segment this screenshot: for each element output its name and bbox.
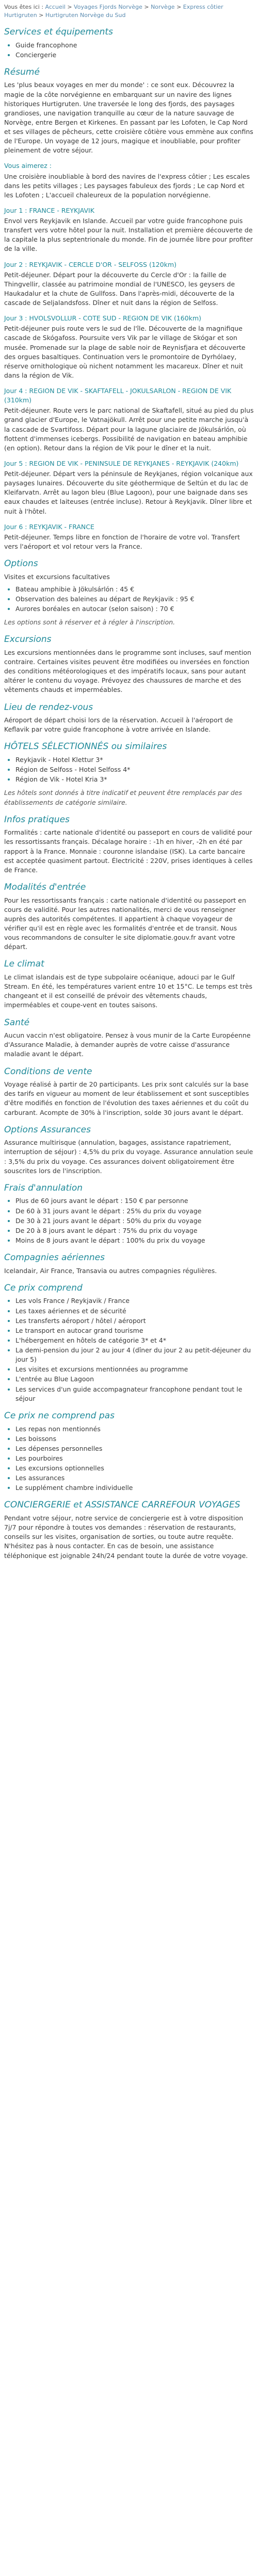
breadcrumb-item[interactable]: Express côtier Hurtigruten (4, 4, 223, 19)
section-title: Services et équipements (4, 26, 113, 37)
list-item: • Plus de 60 jours avant le départ : 150 € par personne (15, 1196, 254, 1206)
excursions-section (4, 633, 254, 694)
hotels-note: Les hôtels sont donnés à titre indicatif et peuvent être remplacés par des établissements de catégorie similaire. (4, 789, 242, 806)
list-item: • Le transport en autocar grand tourisme (15, 1326, 254, 1335)
section-title: Infos pratiques (4, 814, 70, 825)
day-text: Petit-déjeuner puis route vers le sud de l'île. Découverte de la magnifique cascade de Skógafoss. Poursuite vers Vik par le village de Skógar et son musée. Promenade sur la plage de sable noir de Reynisfjara et découverte des orgues basaltiques. Continuation vers le promontoire de Dyrhólaey, réserve ornithologique où nichent notamment les macareux. Dîner et nuit dans la région de Vik. (4, 325, 246, 379)
assurances-section (4, 1124, 254, 1176)
rdv-text: Aéroport de départ choisi lors de la réservation. Accueil à l'aéroport de Keflavik par votre guide francophone à votre arrivée en Islande. (4, 716, 233, 734)
conditions-text: Voyage réalisé à partir de 20 participants. Les prix sont calculés sur la base des tarifs en vigueur au moment de leur établissement et sont susceptibles d'être modifiés en fonction de l'évolution des taxes aériennes et du coût du carburant. Acompte de 30% à l'inscription, solde 30 jours avant le départ. (4, 1080, 249, 1116)
list-item: • Les services d'un guide accompagnateur francophone pendant tout le séjour (15, 1385, 254, 1403)
day-block (4, 386, 254, 453)
itinerary-section (4, 206, 254, 551)
annulation-list (4, 1196, 254, 1245)
list-item: • Les repas non mentionnés (15, 1425, 254, 1434)
section-title: Résumé (4, 66, 40, 77)
day-text: Petit-déjeuner. Route vers le parc national de Skaftafell, situé au pied du plus grand glacier d'Europe, le Vatnajökull. Arrêt pour une petite marche jusqu'à la cascade de Svartifoss. Départ pour la lagune glaciaire de Jökulsárlón, où flottent d'immenses icebergs. Possibilité de navigation en bateau amphibie (en option). Retour dans la région de Vik pour le dîner et la nuit. (4, 406, 254, 452)
prix-ne-comprend-list (4, 1425, 254, 1493)
day-title: Jour 5 : REGION DE VIK - PENINSULE DE REYKJANES - REYKJAVIK (240km) (4, 459, 239, 467)
breadcrumb: Vous êtes ici : Accueil > Voyages Fjords Norvège > Norvège > Express côtier Hurtigruten > Hurtigruten Norvège du Sud (4, 4, 223, 19)
prix-comprend-list (4, 1296, 254, 1403)
breadcrumb-prefix: Vous êtes ici : (4, 4, 45, 10)
inclus-list (4, 41, 254, 60)
hebergement-section (4, 740, 254, 807)
breadcrumb-item[interactable]: Accueil (45, 4, 66, 10)
conciergerie-section (4, 1499, 254, 1560)
list-item: • Guide francophone (15, 41, 254, 50)
day-title: Jour 2 : REYKJAVIK - CERCLE D'OR - SELFOSS (120km) (4, 260, 176, 268)
breadcrumb-item[interactable]: Norvège (151, 4, 175, 10)
climat-section (4, 958, 254, 1010)
day-block (4, 314, 254, 380)
list-item: • Le supplément chambre individuelle (15, 1483, 254, 1493)
infos-section (4, 814, 254, 875)
day-text: Petit-déjeuner. Départ vers la péninsule de Reykjanes, région volcanique aux paysages lunaires. Découverte du site géothermique de Seltún et du lac de Kleifarvatn. Arrêt au lagon bleu (Blue Lagoon), pour une baignade dans ses eaux chaudes et laiteuses (entrée incluse). Retour à Reykjavik. Dîner libre et nuit à l'hôtel. (4, 470, 253, 515)
section-title: Excursions (4, 634, 52, 645)
assurances-text: Assurance multirisque (annulation, bagages, assistance rapatriement, interruption de séjour) : 4,5% du prix du voyage. Assurance annulation seule : 3,5% du prix du voyage. Ces assurances doivent obligatoirement être souscrites lors de l'inscription. (4, 1139, 253, 1175)
list-item: • Les boissons (15, 1434, 254, 1444)
section-title: Options Assurances (4, 1124, 91, 1135)
resume-section (4, 66, 254, 156)
section-title: Santé (4, 1017, 30, 1028)
list-item: • Aurores boréales en autocar (selon saison) : 70 € (15, 604, 254, 614)
day-title: Jour 3 : HVOLSVOLLUR - COTE SUD - REGION DE VIK (160km) (4, 314, 202, 323)
options-note: Les options sont à réserver et à régler à l'inscription. (4, 618, 175, 626)
day-text: Envol vers Reykjavik en Islande. Accueil par votre guide francophone puis transfert vers votre hôtel pour la nuit. Installation et première découverte de la capitale la plus septentrionale du monde. Fin de journée libre pour profiter de la ville. (4, 217, 253, 253)
section-title: CONCIERGERIE et ASSISTANCE CARREFOUR VOYAGES (4, 1500, 240, 1511)
annulation-section (4, 1182, 254, 1245)
list-item: • L'hébergement en hôtels de catégorie 3* et 4* (15, 1336, 254, 1345)
list-item: • Région de Vik - Hotel Kria 3* (15, 775, 254, 784)
conditions-section (4, 1065, 254, 1117)
hotels-list (4, 755, 254, 784)
options-subtitle: Visites et excursions facultatives (4, 572, 110, 581)
day-title: Jour 4 : REGION DE VIK - SKAFTAFELL - JOKULSARLON - REGION DE VIK (310km) (4, 387, 232, 404)
list-item: • Les dépenses personnelles (15, 1444, 254, 1453)
list-item: • Les pourboires (15, 1454, 254, 1463)
list-item: • Moins de 8 jours avant le départ : 100% du prix du voyage (15, 1236, 254, 1245)
list-item: • Les assurances (15, 1473, 254, 1483)
list-item: • De 60 à 31 jours avant le départ : 25% du prix du voyage (15, 1207, 254, 1216)
prix-comprend-section (4, 1282, 254, 1403)
list-item: • L'entrée au Blue Lagoon (15, 1375, 254, 1384)
section-title: Ce prix comprend (4, 1282, 83, 1293)
resume-text: Les 'plus beaux voyages en mer du monde' : ce sont eux. Découvrez la magie de la côte norvégienne en embarquant sur un navire des lignes historiques Hurtigruten. Une traversée le long des fjords, des paysages grandioses, une navigation tranquille au cœur de la nature sauvage de Norvège, entre Bergen et Kirkenes. En passant par les Lofoten, le Cap Nord et ses villages de pêcheurs, cette croisière côtière vous emmène aux confins de l'Europe. Un voyage de 12 jours, magique et inoubliable, pour profiter pleinement de votre séjour. (4, 81, 253, 155)
list-item: • Les excursions optionnelles (15, 1464, 254, 1473)
day-block (4, 522, 254, 551)
section-title: Frais d'annulation (4, 1182, 83, 1193)
section-title: Conditions de vente (4, 1066, 92, 1077)
compagnies-text: Icelandair, Air France, Transavia ou autres compagnies régulières. (4, 1266, 217, 1275)
vous-aimerez-text: Une croisière inoubliable à bord des navires de l'express côtier ; Les escales dans les petits villages ; Les paysages fabuleux des fjords ; Le cap Nord et les Lofoten ; L'accueil chaleureux de la population norvégienne. (4, 172, 250, 199)
climat-text: Le climat islandais est de type subpolaire océanique, adouci par le Gulf Stream. En été, les températures varient entre 10 et 15°C. Le temps est très changeant et il est conseillé de prévoir des vêtements chauds, imperméables et coupe-vent en toutes saisons. (4, 973, 253, 1009)
list-item: • Les visites et excursions mentionnées au programme (15, 1365, 254, 1374)
day-block (4, 459, 254, 516)
list-item: • Région de Selfoss - Hotel Selfoss 4* (15, 765, 254, 774)
section-title: Lieu de rendez-vous (4, 702, 93, 713)
section-title: Options (4, 558, 38, 569)
breadcrumb-item[interactable]: Hurtigruten Norvège du Sud (45, 11, 126, 19)
formalites-text: Pour les ressortissants français : carte nationale d'identité ou passeport en cours de validité. Pour les autres nationalités, merci de vous renseigner auprès des autorités compétentes. Il appartient à chaque voyageur de vérifier qu'il est en règle avec les formalités d'entrée et de transit. Nous vous recommandons de consulter le site diplomatie.gouv.fr avant votre départ. (4, 896, 246, 951)
breadcrumb-item[interactable]: Voyages Fjords Norvège (74, 4, 142, 10)
rdv-section (4, 701, 254, 735)
excursions-text: Les excursions mentionnées dans le programme sont incluses, sauf mention contraire. Certaines visites peuvent être modifiées ou inversées en fonction des conditions météorologiques et des impératifs locaux, sans pour autant altérer le contenu du voyage. Prévoyez des chaussures de marche et des vêtements chauds et imperméables. (4, 648, 251, 694)
list-item: • Les vols France / Reykjavik / France (15, 1296, 254, 1306)
list-item: • Observation des baleines au départ de Reykjavik : 95 € (15, 595, 254, 604)
prix-ne-comprend-section (4, 1410, 254, 1493)
sante-section (4, 1016, 254, 1059)
list-item: • De 30 à 21 jours avant le départ : 50% du prix du voyage (15, 1216, 254, 1226)
day-text: Petit-déjeuner. Temps libre en fonction de l'horaire de votre vol. Transfert vers l'aéroport et vol retour vers la France. (4, 533, 240, 550)
day-block (4, 260, 254, 308)
options-section (4, 557, 254, 627)
list-item: • Conciergerie (15, 50, 254, 60)
section-title: Ce prix ne comprend pas (4, 1410, 115, 1421)
conciergerie-text: Pendant votre séjour, notre service de conciergerie est à votre disposition 7j/7 pour répondre à toutes vos demandes : réservation de restaurants, conseils sur les visites, organisation de sorties, ou toute autre requête. N'hésitez pas à nous contacter. En cas de besoin, une assistance téléphonique est joignable 24h/24 pendant toute la durée de votre voyage. (4, 1514, 248, 1560)
day-text: Petit-déjeuner. Départ pour la découverte du Cercle d'Or : la faille de Thingvellir, classée au patrimoine mondial de l'UNESCO, les geysers de Haukadalur et la chute de Gullfoss. Dans l'après-midi, découverte de la cascade de Seljalandsfoss. Dîner et nuit dans la région de Selfoss. (4, 270, 235, 307)
day-title: Jour 1 : FRANCE - REYKJAVIK (4, 206, 94, 214)
list-item: • De 20 à 8 jours avant le départ : 75% du prix du voyage (15, 1226, 254, 1235)
list-item: • Reykjavik - Hotel Klettur 3* (15, 755, 254, 765)
list-item: • Bateau amphibie à Jökulsárlón : 45 € (15, 585, 254, 594)
list-item: • Les taxes aériennes et de sécurité (15, 1307, 254, 1316)
day-title: Jour 6 : REYKJAVIK - FRANCE (4, 522, 94, 531)
infos-text: Formalités : carte nationale d'identité ou passeport en cours de validité pour les ressortissants français. Décalage horaire : -1h en hiver, -2h en été par rapport à la France. Monnaie : couronne islandaise (ISK). La carte bancaire est acceptée quasiment partout. Électricité : 220V, prises identiques à celles de France. (4, 828, 253, 874)
section-title: HÔTELS SÉLECTIONNÉS ou similaires (4, 741, 167, 752)
section-title: Modalités d'entrée (4, 882, 86, 892)
day-block (4, 206, 254, 254)
section-title: Le climat (4, 959, 44, 970)
options-list (4, 585, 254, 614)
list-item: • La demi-pension du jour 2 au jour 4 (dîner du jour 2 au petit-déjeuner du jour 5) (15, 1346, 254, 1364)
vous-aimerez-title: Vous aimerez : (4, 162, 52, 170)
inclus-section (4, 26, 254, 60)
formalites-section (4, 881, 254, 952)
list-item: • Les transferts aéroport / hôtel / aéroport (15, 1316, 254, 1326)
compagnies-section (4, 1251, 254, 1276)
vous-aimerez-section (4, 161, 254, 200)
section-title: Compagnies aériennes (4, 1252, 105, 1263)
sante-text: Aucun vaccin n'est obligatoire. Pensez à vous munir de la Carte Européenne d'Assurance Maladie, à demander auprès de votre caisse d'assurance maladie avant le départ. (4, 1031, 251, 1058)
